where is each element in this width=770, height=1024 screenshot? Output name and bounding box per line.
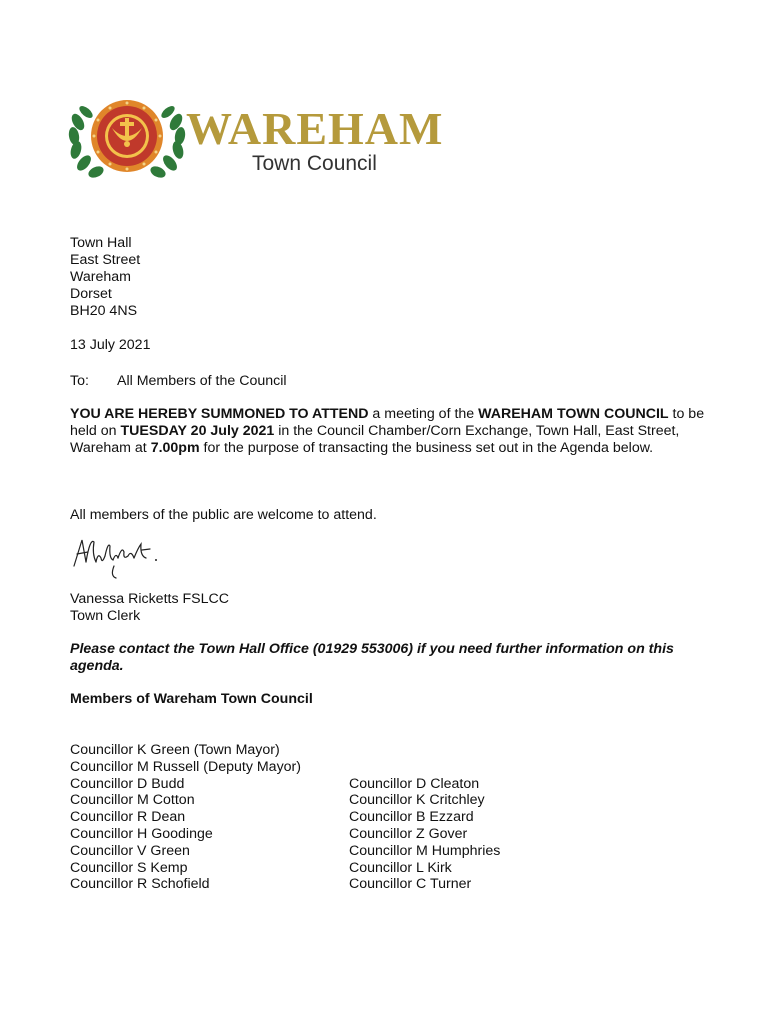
address-line: BH20 4NS <box>70 303 138 319</box>
members-heading: Members of Wareham Town Council <box>70 691 313 707</box>
list-item: Councillor K Green (Town Mayor) <box>70 742 280 758</box>
meeting-date: TUESDAY 20 July 2021 <box>120 423 275 439</box>
logo-wordmark: WAREHAM <box>186 103 444 154</box>
to-label: To: <box>70 373 89 389</box>
logo-subtitle: Town Council <box>252 152 377 175</box>
list-item: Councillor C Turner <box>349 876 472 893</box>
list-item: Councillor R Schofield <box>70 876 210 893</box>
to-value: All Members of the Council <box>117 373 287 389</box>
council-logo <box>66 92 456 186</box>
address-line: East Street <box>70 252 141 268</box>
list-item: Councillor S Kemp <box>70 859 188 876</box>
members-list-left <box>70 742 301 893</box>
recipient-line <box>70 373 287 390</box>
address-line: Town Hall <box>70 235 132 251</box>
list-item: Councillor M Humphries <box>349 842 501 859</box>
list-item: Councillor B Ezzard <box>349 809 474 826</box>
list-item: Councillor L Kirk <box>349 859 452 876</box>
list-item: Councillor K Critchley <box>349 792 485 809</box>
council-name: WAREHAM TOWN COUNCIL <box>478 406 669 422</box>
signature <box>68 532 168 582</box>
summons-text: a meeting of the <box>368 406 479 422</box>
summons-paragraph <box>70 406 710 457</box>
meeting-time: 7.00pm <box>150 440 200 456</box>
wareham-crest-icon <box>66 92 456 186</box>
summons-text: in the Council Chamber/Corn Exchange, Town Hall, East Street, Wareham at <box>70 423 680 456</box>
contact-note: Please contact the Town Hall Office (01929 553006) if you need further information on this agenda. <box>70 641 674 674</box>
list-item: Councillor R Dean <box>70 809 186 826</box>
letter-date: 13 July 2021 <box>70 337 151 353</box>
clerk-title: Town Clerk <box>70 608 141 624</box>
address-line: Dorset <box>70 286 112 302</box>
list-item: Councillor D Cleaton <box>349 775 480 792</box>
summons-text: for the purpose of transacting the business set out in the Agenda below. <box>199 440 654 456</box>
list-item: Councillor Z Gover <box>349 825 468 842</box>
list-item: Councillor H Goodinge <box>70 825 213 842</box>
list-item: Councillor D Budd <box>70 775 185 792</box>
list-item: Councillor M Cotton <box>70 792 195 809</box>
list-item: Councillor M Russell (Deputy Mayor) <box>70 758 302 775</box>
address-line: Wareham <box>70 269 131 285</box>
sender-address <box>70 235 140 320</box>
signature-icon <box>68 532 168 582</box>
clerk-name: Vanessa Ricketts FSLCC <box>70 591 230 607</box>
clerk-block <box>70 591 229 625</box>
list-item: Councillor V Green <box>70 842 190 859</box>
summons-heading: YOU ARE HEREBY SUMMONED TO ATTEND <box>70 406 369 422</box>
public-welcome: All members of the public are welcome to attend. <box>70 507 377 523</box>
summons-text: to be held on <box>70 406 705 439</box>
members-list-right <box>349 776 500 894</box>
